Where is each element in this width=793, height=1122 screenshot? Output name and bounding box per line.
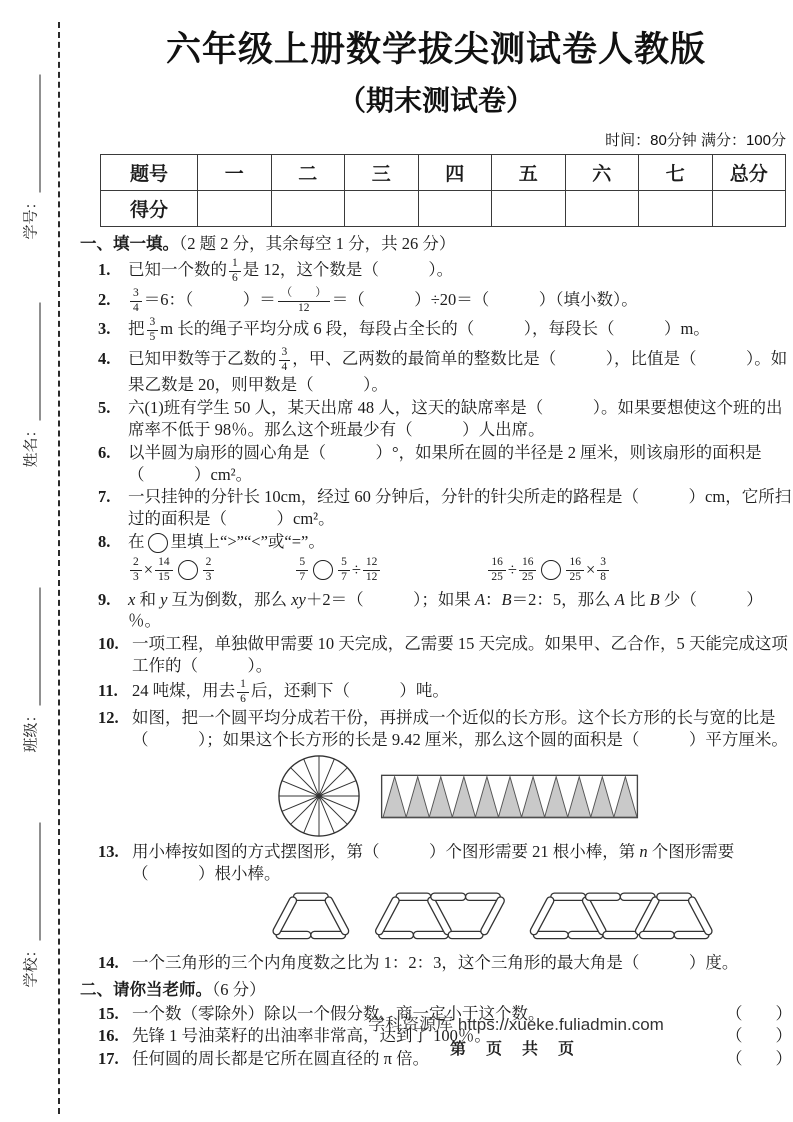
sidebar-fill-line	[27, 587, 41, 705]
fraction	[338, 556, 350, 585]
fraction-denominator: 25	[521, 570, 534, 583]
question-text: ＋2＝（ ）；如果	[305, 589, 475, 609]
sidebar-fill-line	[27, 74, 41, 192]
question-item	[98, 952, 792, 974]
question-item	[98, 633, 792, 677]
question-text: m 长的绳子平均分成 6 段，每段占全长的（ ），每段长（ ）m。	[160, 319, 710, 339]
question-body	[132, 678, 792, 707]
question-text: 以半圆为扇形的圆心角是（ ）°，如果所在圆的半径是 2 厘米，则该扇形的面积是（ ）cm²。	[128, 442, 762, 484]
question-text: 在	[128, 531, 145, 551]
question-number: 16.	[98, 1026, 119, 1046]
sidebar-field-1	[20, 302, 41, 467]
spacer	[382, 570, 486, 571]
page-subtitle: （期末测试卷）	[337, 84, 534, 116]
triangle-strip-figure	[376, 771, 644, 821]
question-text: 六(1)班有学生 50 人，某天出席 48 人，这天的缺席率是（ ）。如果要想使这个班的出席率不低于 98％。那么这个班最少有（ ）人出席。	[128, 398, 783, 440]
fraction	[566, 556, 584, 585]
footer-page-number: 第 页 共 页	[449, 1040, 582, 1058]
question13-figure	[270, 886, 792, 950]
fraction-numerator: 12	[363, 556, 381, 571]
fraction-denominator: 8	[600, 570, 606, 583]
question-item	[98, 531, 792, 553]
fraction-denominator: 12	[365, 570, 378, 583]
question-text: ，甲、乙两数的最简单的整数比是（ ），比值是（ ）。如果乙数是 20，则甲数是（ ）。	[128, 348, 788, 395]
math-variable: y	[160, 589, 168, 609]
fraction-denominator: 3	[133, 570, 139, 583]
fraction-numerator: 3	[147, 316, 159, 331]
sidebar-field-label: 班级：	[22, 707, 40, 753]
question-number: 15.	[98, 1003, 119, 1023]
question-text: ＝6：（ ）＝	[143, 289, 276, 309]
question-item	[98, 707, 792, 751]
circle-sectors-figure	[276, 753, 362, 839]
question-text: 一项工程，单独做甲需要 10 天完成，乙需要 15 天完成。如果甲、乙合作，5 天能完成这项工作的（ ）。	[132, 634, 788, 675]
question-text: 24 吨煤，用去	[132, 680, 236, 700]
question-number: 6.	[98, 442, 111, 462]
section-label: 二、请你当老师。	[80, 979, 212, 999]
question-body	[128, 346, 792, 396]
question-text: ＝2：5，那么	[511, 589, 615, 609]
score-cell	[345, 191, 419, 227]
question-text: 和	[135, 589, 161, 609]
question-text: ×	[143, 560, 154, 580]
comparison-circle	[541, 560, 561, 580]
fraction-numerator: 1	[237, 678, 249, 693]
question-text: 已知甲数等于乙数的	[128, 348, 277, 368]
question-text: 一个数（零除外）除以一个假分数，商一定小于这个数。	[132, 1003, 545, 1023]
question-body	[128, 257, 792, 286]
question-number: 14.	[98, 953, 119, 973]
question-text: 一只挂钟的分针长 10cm，经过 60 分钟后，分针的针尖所走的路程是（ ）cm，它所扫过的面积是（ ）cm²。	[128, 487, 792, 529]
comparison-circle	[178, 560, 198, 580]
math-variable: x	[128, 589, 136, 609]
fraction-numerator: 3	[279, 346, 291, 361]
score-table-column: 七	[639, 155, 713, 191]
question-body	[128, 589, 792, 633]
section-header	[80, 979, 792, 1001]
question-body	[128, 486, 792, 530]
score-table-column: 六	[565, 155, 639, 191]
fraction-numerator: 16	[488, 556, 506, 571]
sidebar-field-2	[20, 587, 41, 752]
page-footer	[160, 1014, 793, 1059]
fraction	[597, 556, 609, 585]
question-item	[98, 486, 792, 530]
question-number: 17.	[98, 1049, 119, 1069]
fraction	[363, 556, 381, 585]
fraction-numerator: （ ）	[278, 287, 330, 302]
seal-dashed-line	[58, 22, 60, 1114]
question-number: 3.	[98, 319, 111, 339]
judgement-blank: （ ）	[726, 1026, 792, 1046]
fraction	[296, 556, 308, 585]
question-body	[132, 841, 792, 885]
question-number: 11.	[98, 680, 118, 700]
question-text: 少（ ）％。	[128, 589, 763, 631]
fraction-denominator: 6	[232, 271, 238, 284]
fraction-numerator: 5	[296, 556, 308, 571]
footer-resource-link: 学科资源库 https://xueke.fuliadmin.com	[368, 1014, 664, 1034]
score-cell	[639, 191, 713, 227]
score-cell	[712, 191, 786, 227]
question-text: 比	[624, 589, 650, 609]
math-variable: xy	[291, 589, 306, 609]
comparison-circle	[313, 560, 333, 580]
score-table-header-row	[101, 155, 786, 191]
page-title: 六年级上册数学拔尖测试卷人教版	[165, 30, 706, 69]
question-body	[128, 316, 792, 345]
question-text: 里填上“>”“<”或“=”。	[170, 531, 325, 551]
fraction-denominator: 12	[298, 301, 310, 314]
question-body	[128, 442, 792, 486]
question-body	[128, 287, 792, 316]
question-body	[128, 531, 792, 553]
score-cell	[492, 191, 566, 227]
score-cell	[565, 191, 639, 227]
question-number: 12.	[98, 708, 119, 728]
question-body	[132, 707, 792, 751]
question-item	[98, 678, 792, 707]
questions-area	[80, 233, 792, 1070]
score-cell	[271, 191, 345, 227]
fraction-numerator: 2	[203, 556, 215, 571]
question-body	[132, 952, 792, 974]
score-table-column: 五	[492, 155, 566, 191]
fraction-denominator: 5	[149, 331, 156, 344]
question-text: 任何圆的周长都是它所在圆直径的 π 倍。	[132, 1049, 430, 1069]
judgement-blank: （ ）	[726, 1049, 792, 1069]
section-header	[80, 233, 792, 255]
fraction-denominator: 4	[133, 301, 139, 314]
question-text: 先锋 1 号油菜籽的出油率非常高，达到了 100％。	[132, 1026, 491, 1046]
fraction-numerator: 3	[597, 556, 609, 571]
math-variable: n	[639, 841, 648, 861]
question-item	[98, 316, 792, 345]
fraction-denominator: 15	[158, 570, 170, 583]
section-label: 一、填一填。	[80, 234, 179, 254]
judgement-blank: （ ）	[726, 1003, 792, 1023]
math-variable: B	[501, 589, 512, 609]
sidebar-fill-line	[27, 302, 41, 420]
score-table-score-row	[101, 191, 786, 227]
question-text: 把	[128, 319, 145, 339]
score-table-column: 总分	[712, 155, 786, 191]
fraction-denominator: 3	[205, 570, 212, 583]
question-number: 2.	[98, 289, 111, 309]
fraction-denominator: 4	[281, 360, 288, 373]
question-body	[128, 397, 792, 441]
question-text: ×	[585, 560, 596, 580]
question-text: ＝（ ）÷20＝（ ）（填小数）。	[331, 289, 638, 309]
question-text: 互为倒数，那么	[167, 589, 292, 609]
section-points-note: （6 分）	[212, 979, 266, 999]
fraction-numerator: 5	[338, 556, 350, 571]
question-item	[98, 841, 792, 885]
fraction	[130, 556, 142, 585]
fraction-numerator: 16	[566, 556, 584, 571]
sidebar-field-0	[20, 74, 41, 239]
question-item	[98, 257, 792, 286]
question-text: 一个三角形的三个内角度数之比为 1：2：3，这个三角形的最大角是（ ）度。	[132, 953, 739, 973]
question-number: 7.	[98, 487, 111, 507]
question12-figure	[276, 753, 792, 839]
time-limit-info: 时间：80分钟 满分：100分	[605, 132, 786, 150]
score-table-column: 四	[418, 155, 492, 191]
fraction	[203, 556, 215, 585]
score-table-corner: 题号	[101, 155, 198, 191]
fraction-denominator: 6	[240, 692, 246, 705]
question-item	[98, 442, 792, 486]
fraction-denominator: 7	[341, 570, 347, 583]
stick-pattern-figure	[270, 886, 722, 944]
question-text: ：	[485, 589, 502, 609]
question-number: 9.	[98, 589, 111, 609]
fraction-denominator: 25	[569, 570, 581, 583]
question-body	[132, 633, 792, 677]
comparison-circle	[148, 533, 168, 553]
sidebar-field-3	[20, 822, 41, 987]
fraction	[519, 556, 537, 585]
sidebar-fill-line	[27, 822, 41, 940]
question-text: 个图形需要（ ）根小棒。	[132, 841, 735, 883]
question-item	[98, 287, 792, 316]
question-number: 13.	[98, 841, 119, 861]
sidebar-field-label: 学号：	[22, 194, 40, 240]
question-text: 如图，把一个圆平均分成若干份，再拼成一个近似的长方形。这个长方形的长与宽的比是（ ）；如果这个长方形的长是 9.42 厘米，那么这个圆的面积是（ ）平方厘米。	[132, 708, 788, 750]
fraction	[155, 556, 173, 585]
question-item	[98, 589, 792, 633]
score-cell	[418, 191, 492, 227]
score-table-column: 二	[271, 155, 345, 191]
question-text: 后，还剩下（ ）吨。	[250, 680, 449, 700]
question-text: ÷	[507, 560, 517, 580]
score-cell	[198, 191, 272, 227]
question-text: 用小棒按如图的方式摆图形，第（ ）个图形需要 21 根小棒，第	[132, 841, 640, 861]
score-table	[100, 154, 786, 227]
math-variable: A	[474, 589, 486, 609]
paper-main-column	[80, 0, 792, 1071]
question-item	[98, 397, 792, 441]
fraction	[229, 257, 241, 286]
fraction-numerator: 2	[130, 556, 142, 571]
fraction-denominator: 7	[299, 570, 306, 583]
fraction-denominator: 25	[491, 570, 503, 583]
question-number: 8.	[98, 531, 111, 551]
sidebar-field-label: 学校：	[22, 942, 40, 988]
fraction	[488, 556, 506, 585]
score-table-column: 三	[345, 155, 419, 191]
score-row-label: 得分	[101, 191, 198, 227]
question-item	[98, 346, 792, 396]
fraction-numerator: 16	[519, 556, 537, 571]
question-number: 10.	[98, 634, 119, 654]
section-points-note: （2 题 2 分，其余每空 1 分，共 26 分）	[179, 234, 456, 254]
question-text: 是 12，这个数是（ ）。	[242, 260, 454, 280]
math-variable: B	[649, 589, 660, 609]
fraction	[278, 287, 330, 316]
question-number: 1.	[98, 260, 111, 280]
math-variable: A	[614, 589, 625, 609]
fraction-numerator: 3	[130, 287, 142, 302]
question-number: 5.	[98, 398, 111, 418]
fraction	[130, 287, 142, 316]
fraction-numerator: 1	[229, 257, 241, 272]
math-compare-line	[128, 556, 792, 585]
sidebar-field-label: 姓名：	[22, 422, 40, 468]
fraction	[237, 678, 249, 707]
question-number: 4.	[98, 348, 111, 368]
score-table-column: 一	[198, 155, 272, 191]
fraction	[279, 346, 291, 375]
fraction	[147, 316, 159, 345]
fraction-numerator: 14	[155, 556, 173, 571]
question-text: ÷	[351, 560, 361, 580]
question-text: 已知一个数的	[128, 260, 227, 280]
spacer	[216, 570, 294, 571]
